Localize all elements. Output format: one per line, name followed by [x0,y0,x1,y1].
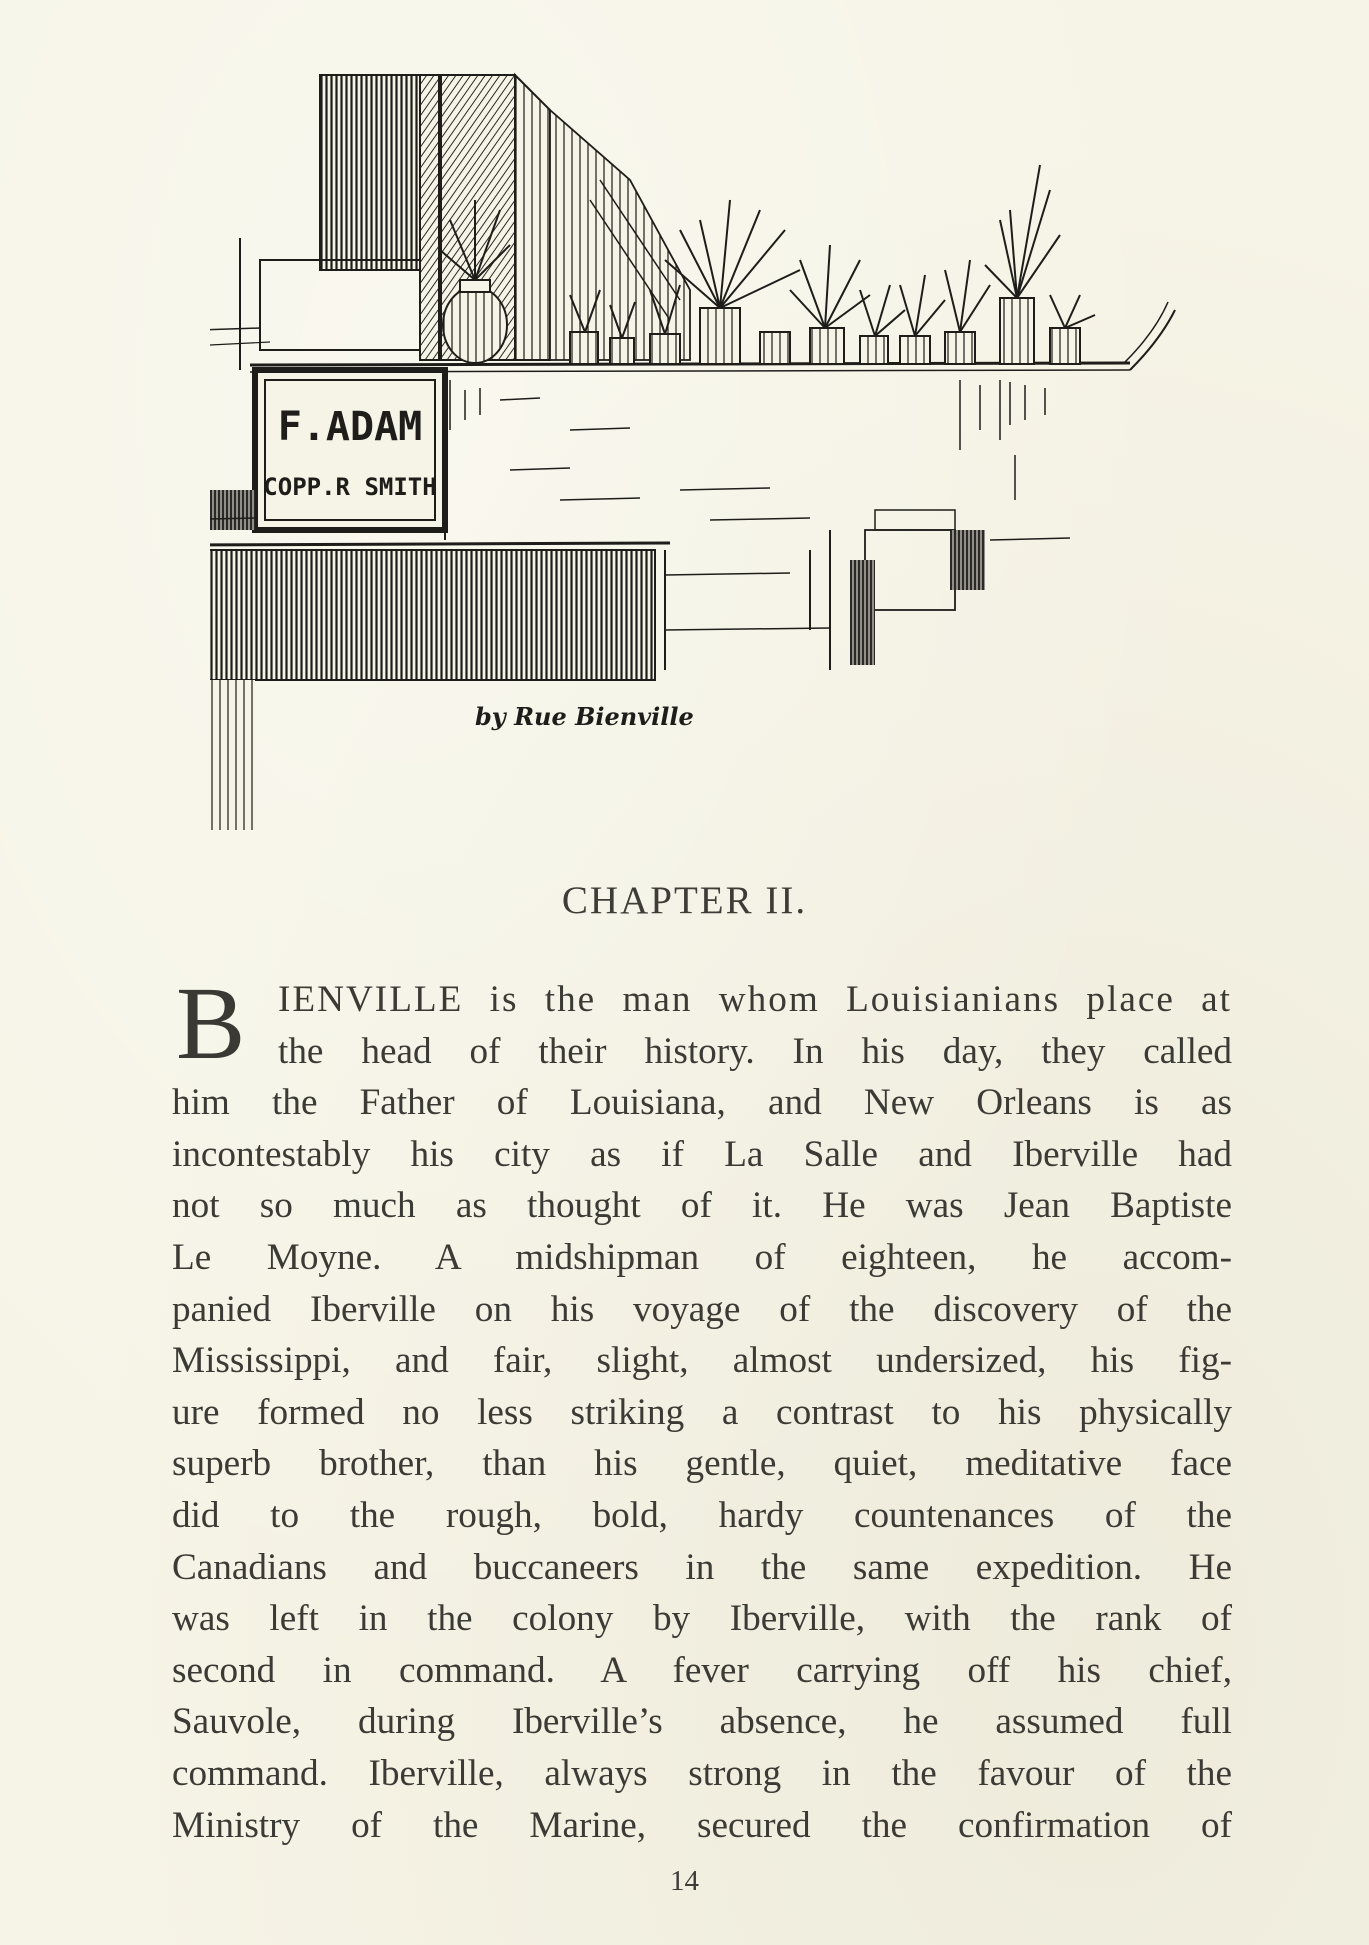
text-line: command. Iberville, always strong in the favour of the [172,1752,1232,1794]
illustration-drawing [210,70,1210,830]
chapter-heading: CHAPTER II. [561,879,808,922]
chapter-body-text [172,966,1232,1851]
text-line: Canadians and buccaneers in the same expedition. He [172,1546,1232,1588]
text-line: panied Iberville on his voyage of the discovery of the [172,1288,1232,1330]
artist-signature: by Rue Bienville [475,702,694,731]
text-line: the head of their history. In his day, they called [278,1030,1232,1072]
page-number: 14 [670,1865,699,1897]
text-line: second in command. A fever carrying off his chief, [172,1649,1232,1691]
text-line: superb brother, than his gentle, quiet, meditative face [172,1443,1232,1485]
text-line: not so much as thought of it. He was Jean Baptiste [172,1185,1232,1227]
sign-trade: COPP.R SMITH [263,473,437,501]
text-line: Mississippi, and fair, slight, almost undersized, his fig- [172,1340,1232,1382]
text-line: Sauvole, during Iberville’s absence, he assumed full [172,1701,1232,1743]
text-line: Ministry of the Marine, secured the confirmation of [172,1804,1232,1846]
sign-name: F.ADAM [277,404,423,450]
text-line: Le Moyne. A midshipman of eighteen, he accom- [172,1236,1232,1278]
pen-ink-illustration [210,70,1210,830]
text-line: him the Father of Louisiana, and New Orleans is as [172,1082,1232,1124]
text-line: did to the rough, bold, hardy countenances of the [172,1494,1232,1536]
text-line: incontestably his city as if La Salle and Iberville had [172,1133,1232,1175]
text-line: ure formed no less striking a contrast to his physically [172,1391,1232,1433]
text-line: IENVILLE is the man whom Louisianians place at [278,979,1232,1020]
drop-cap-letter: B [176,966,246,1081]
text-line: was left in the colony by Iberville, with the rank of [172,1598,1232,1640]
